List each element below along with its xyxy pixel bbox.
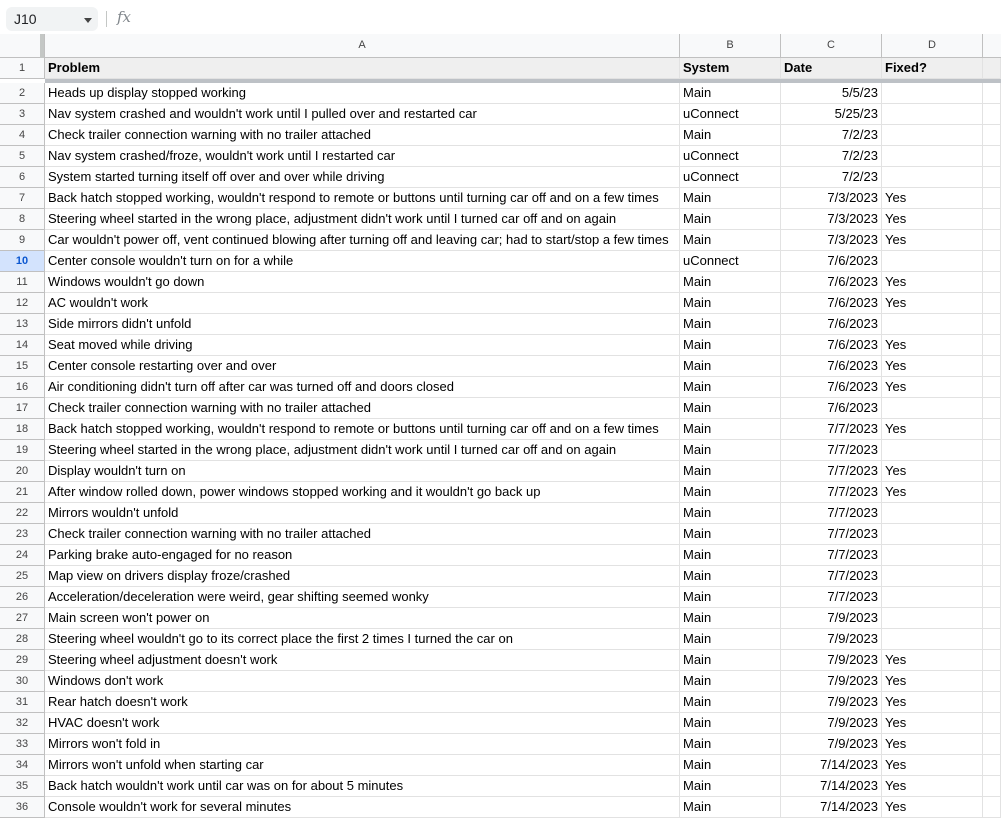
table-row <box>0 797 1001 818</box>
row-header[interactable]: 30 <box>0 671 45 692</box>
table-row <box>0 146 1001 167</box>
cell-system[interactable]: Main <box>680 650 781 671</box>
cell-fixed[interactable]: Yes <box>882 209 983 230</box>
table-row <box>0 125 1001 146</box>
row-header[interactable]: 5 <box>0 146 45 167</box>
cell-date[interactable]: 7/9/2023 <box>781 608 882 629</box>
cell-fixed[interactable]: Yes <box>882 671 983 692</box>
table-row <box>0 419 1001 440</box>
name-box-value: J10 <box>14 11 37 27</box>
empty-cell[interactable] <box>983 440 1001 461</box>
row-header[interactable]: 26 <box>0 587 45 608</box>
cell-problem[interactable]: Mirrors wouldn't unfold <box>45 503 680 524</box>
cell-system[interactable]: uConnect <box>680 104 781 125</box>
empty-cell[interactable] <box>983 377 1001 398</box>
cell-date[interactable]: 7/7/2023 <box>781 524 882 545</box>
row-header[interactable]: 35 <box>0 776 45 797</box>
cell-date[interactable]: 7/2/23 <box>781 146 882 167</box>
table-row <box>0 755 1001 776</box>
empty-cell[interactable] <box>983 566 1001 587</box>
cell-system[interactable]: Main <box>680 440 781 461</box>
cell-date[interactable]: 7/3/2023 <box>781 209 882 230</box>
header-empty-cell[interactable] <box>983 58 1001 79</box>
empty-cell[interactable] <box>983 545 1001 566</box>
header-fixed[interactable]: Fixed? <box>882 58 983 79</box>
row-header[interactable]: 19 <box>0 440 45 461</box>
cell-fixed[interactable]: Yes <box>882 650 983 671</box>
row-header[interactable]: 34 <box>0 755 45 776</box>
cell-system[interactable]: Main <box>680 230 781 251</box>
empty-cell[interactable] <box>983 419 1001 440</box>
empty-cell[interactable] <box>983 188 1001 209</box>
row-header[interactable]: 24 <box>0 545 45 566</box>
empty-cell[interactable] <box>983 83 1001 104</box>
row-header[interactable]: 11 <box>0 272 45 293</box>
cell-problem[interactable]: Parking brake auto-engaged for no reason <box>45 545 680 566</box>
cell-problem[interactable]: Steering wheel started in the wrong place, adjustment didn't work until I turned car off and on again <box>45 209 680 230</box>
table-row <box>0 188 1001 209</box>
cell-system[interactable]: Main <box>680 755 781 776</box>
cell-problem[interactable]: Center console restarting over and over <box>45 356 680 377</box>
row-header[interactable]: 33 <box>0 734 45 755</box>
cell-fixed[interactable] <box>882 440 983 461</box>
cell-system[interactable]: Main <box>680 734 781 755</box>
empty-cell[interactable] <box>983 608 1001 629</box>
empty-cell[interactable] <box>983 104 1001 125</box>
row-header[interactable]: 31 <box>0 692 45 713</box>
cell-fixed[interactable] <box>882 587 983 608</box>
header-date[interactable]: Date <box>781 58 882 79</box>
cell-date[interactable]: 7/14/2023 <box>781 755 882 776</box>
cell-system[interactable]: Main <box>680 482 781 503</box>
empty-cell[interactable] <box>983 272 1001 293</box>
cell-problem[interactable]: Back hatch stopped working, wouldn't respond to remote or buttons until turning car off and on a few times <box>45 419 680 440</box>
cell-system[interactable]: Main <box>680 587 781 608</box>
row-header[interactable]: 3 <box>0 104 45 125</box>
cell-system[interactable]: uConnect <box>680 251 781 272</box>
cell-problem[interactable]: Check trailer connection warning with no trailer attached <box>45 398 680 419</box>
cell-fixed[interactable] <box>882 83 983 104</box>
empty-cell[interactable] <box>983 629 1001 650</box>
cell-system[interactable]: Main <box>680 398 781 419</box>
row-header[interactable]: 4 <box>0 125 45 146</box>
cell-fixed[interactable] <box>882 314 983 335</box>
cell-problem[interactable]: AC wouldn't work <box>45 293 680 314</box>
cell-problem[interactable]: Nav system crashed/froze, wouldn't work until I restarted car <box>45 146 680 167</box>
cell-fixed[interactable]: Yes <box>882 272 983 293</box>
empty-cell[interactable] <box>983 293 1001 314</box>
cell-system[interactable]: Main <box>680 776 781 797</box>
row-header[interactable]: 1 <box>0 58 45 79</box>
cell-system[interactable]: Main <box>680 293 781 314</box>
column-header-c[interactable]: C <box>781 34 882 58</box>
empty-cell[interactable] <box>983 587 1001 608</box>
cell-system[interactable]: Main <box>680 461 781 482</box>
cell-problem[interactable]: Nav system crashed and wouldn't work until I pulled over and restarted car <box>45 104 680 125</box>
table-row <box>0 608 1001 629</box>
cell-fixed[interactable] <box>882 146 983 167</box>
cell-fixed[interactable] <box>882 398 983 419</box>
cell-date[interactable]: 7/6/2023 <box>781 314 882 335</box>
empty-cell[interactable] <box>983 776 1001 797</box>
table-row <box>0 713 1001 734</box>
table-row <box>0 209 1001 230</box>
table-row <box>0 335 1001 356</box>
cell-fixed[interactable]: Yes <box>882 461 983 482</box>
table-row <box>0 503 1001 524</box>
table-row <box>0 629 1001 650</box>
table-row <box>0 587 1001 608</box>
cell-fixed[interactable]: Yes <box>882 188 983 209</box>
empty-cell[interactable] <box>983 524 1001 545</box>
table-row <box>0 692 1001 713</box>
cell-fixed[interactable]: Yes <box>882 713 983 734</box>
column-header-b[interactable]: B <box>680 34 781 58</box>
row-header[interactable]: 32 <box>0 713 45 734</box>
row-header[interactable]: 8 <box>0 209 45 230</box>
cell-date[interactable]: 7/6/2023 <box>781 335 882 356</box>
cell-fixed[interactable] <box>882 629 983 650</box>
cell-system[interactable]: Main <box>680 419 781 440</box>
cell-fixed[interactable]: Yes <box>882 482 983 503</box>
cell-date[interactable]: 5/25/23 <box>781 104 882 125</box>
cell-problem[interactable]: Windows don't work <box>45 671 680 692</box>
cell-date[interactable]: 7/6/2023 <box>781 398 882 419</box>
row-header[interactable]: 14 <box>0 335 45 356</box>
table-row <box>0 356 1001 377</box>
cell-fixed[interactable] <box>882 125 983 146</box>
cell-problem[interactable]: Mirrors won't unfold when starting car <box>45 755 680 776</box>
row-header[interactable]: 29 <box>0 650 45 671</box>
cell-date[interactable]: 7/14/2023 <box>781 776 882 797</box>
header-row <box>0 58 1001 79</box>
cell-date[interactable]: 7/7/2023 <box>781 419 882 440</box>
cell-fixed[interactable]: Yes <box>882 335 983 356</box>
cell-date[interactable]: 7/9/2023 <box>781 650 882 671</box>
cell-date[interactable]: 7/6/2023 <box>781 251 882 272</box>
column-header-d[interactable]: D <box>882 34 983 58</box>
empty-cell[interactable] <box>983 692 1001 713</box>
cell-date[interactable]: 5/5/23 <box>781 83 882 104</box>
cell-date[interactable]: 7/7/2023 <box>781 587 882 608</box>
cell-fixed[interactable] <box>882 524 983 545</box>
cell-system[interactable]: Main <box>680 524 781 545</box>
cell-date[interactable]: 7/2/23 <box>781 167 882 188</box>
empty-cell[interactable] <box>983 461 1001 482</box>
cell-problem[interactable]: Air conditioning didn't turn off after car was turned off and doors closed <box>45 377 680 398</box>
cell-problem[interactable]: Back hatch stopped working, wouldn't respond to remote or buttons until turning car off and on a few times <box>45 188 680 209</box>
empty-cell[interactable] <box>983 734 1001 755</box>
cell-fixed[interactable] <box>882 608 983 629</box>
cell-problem[interactable]: Map view on drivers display froze/crashed <box>45 566 680 587</box>
cell-system[interactable]: Main <box>680 272 781 293</box>
cell-problem[interactable]: Steering wheel wouldn't go to its correct place the first 2 times I turned the car on <box>45 629 680 650</box>
cell-date[interactable]: 7/6/2023 <box>781 356 882 377</box>
cell-problem[interactable]: Display wouldn't turn on <box>45 461 680 482</box>
empty-cell[interactable] <box>983 209 1001 230</box>
row-header[interactable]: 16 <box>0 377 45 398</box>
row-header[interactable]: 10 <box>0 251 45 272</box>
name-box[interactable] <box>6 7 98 31</box>
select-all-corner[interactable] <box>0 34 45 58</box>
freeze-handle[interactable] <box>40 34 44 58</box>
cell-problem[interactable]: Check trailer connection warning with no trailer attached <box>45 524 680 545</box>
cell-fixed[interactable]: Yes <box>882 293 983 314</box>
cell-system[interactable]: uConnect <box>680 146 781 167</box>
cell-date[interactable]: 7/3/2023 <box>781 230 882 251</box>
cell-system[interactable]: Main <box>680 503 781 524</box>
cell-date[interactable]: 7/7/2023 <box>781 566 882 587</box>
cell-fixed[interactable]: Yes <box>882 377 983 398</box>
cell-fixed[interactable]: Yes <box>882 419 983 440</box>
cell-problem[interactable]: Car wouldn't power off, vent continued blowing after turning off and leaving car; had to start/stop a few times <box>45 230 680 251</box>
row-header[interactable]: 12 <box>0 293 45 314</box>
row-header[interactable]: 36 <box>0 797 45 818</box>
cell-date[interactable]: 7/2/23 <box>781 125 882 146</box>
cell-system[interactable]: Main <box>680 671 781 692</box>
row-header[interactable]: 25 <box>0 566 45 587</box>
cell-problem[interactable]: System started turning itself off over and over while driving <box>45 167 680 188</box>
table-row <box>0 461 1001 482</box>
empty-cell[interactable] <box>983 398 1001 419</box>
cell-problem[interactable]: After window rolled down, power windows stopped working and it wouldn't go back up <box>45 482 680 503</box>
table-row <box>0 440 1001 461</box>
formula-bar-divider <box>106 11 107 27</box>
cell-date[interactable]: 7/6/2023 <box>781 272 882 293</box>
cell-problem[interactable]: Check trailer connection warning with no trailer attached <box>45 125 680 146</box>
cell-problem[interactable]: Back hatch wouldn't work until car was on for about 5 minutes <box>45 776 680 797</box>
name-box-dropdown-icon[interactable] <box>84 18 92 23</box>
cell-problem[interactable]: HVAC doesn't work <box>45 713 680 734</box>
empty-cell[interactable] <box>983 482 1001 503</box>
table-row <box>0 251 1001 272</box>
cell-date[interactable]: 7/9/2023 <box>781 713 882 734</box>
cell-problem[interactable]: Acceleration/deceleration were weird, gear shifting seemed wonky <box>45 587 680 608</box>
cell-system[interactable]: Main <box>680 566 781 587</box>
table-row <box>0 650 1001 671</box>
cell-system[interactable]: Main <box>680 209 781 230</box>
row-header[interactable]: 7 <box>0 188 45 209</box>
cell-fixed[interactable]: Yes <box>882 734 983 755</box>
cell-system[interactable]: Main <box>680 692 781 713</box>
cell-system[interactable]: Main <box>680 377 781 398</box>
table-row <box>0 104 1001 125</box>
empty-cell[interactable] <box>983 125 1001 146</box>
cell-system[interactable]: Main <box>680 356 781 377</box>
cell-system[interactable]: Main <box>680 335 781 356</box>
cell-fixed[interactable] <box>882 566 983 587</box>
empty-cell[interactable] <box>983 335 1001 356</box>
cell-fixed[interactable] <box>882 167 983 188</box>
cell-date[interactable]: 7/7/2023 <box>781 503 882 524</box>
cell-fixed[interactable]: Yes <box>882 755 983 776</box>
cell-date[interactable]: 7/9/2023 <box>781 692 882 713</box>
row-header[interactable]: 28 <box>0 629 45 650</box>
empty-cell[interactable] <box>983 671 1001 692</box>
row-header[interactable]: 21 <box>0 482 45 503</box>
cell-date[interactable]: 7/14/2023 <box>781 797 882 818</box>
cell-fixed[interactable]: Yes <box>882 776 983 797</box>
cell-system[interactable]: Main <box>680 83 781 104</box>
cell-fixed[interactable]: Yes <box>882 356 983 377</box>
cell-problem[interactable]: Heads up display stopped working <box>45 83 680 104</box>
empty-cell[interactable] <box>983 503 1001 524</box>
cell-fixed[interactable] <box>882 251 983 272</box>
cell-problem[interactable]: Main screen won't power on <box>45 608 680 629</box>
row-header[interactable]: 27 <box>0 608 45 629</box>
empty-cell[interactable] <box>983 650 1001 671</box>
table-row <box>0 566 1001 587</box>
row-header[interactable]: 22 <box>0 503 45 524</box>
empty-cell[interactable] <box>983 146 1001 167</box>
empty-cell[interactable] <box>983 356 1001 377</box>
cell-system[interactable]: uConnect <box>680 167 781 188</box>
cell-date[interactable]: 7/7/2023 <box>781 440 882 461</box>
cell-fixed[interactable] <box>882 503 983 524</box>
cell-problem[interactable]: Steering wheel started in the wrong place, adjustment didn't work until I turned car off and on again <box>45 440 680 461</box>
cell-fixed[interactable]: Yes <box>882 797 983 818</box>
cell-system[interactable]: Main <box>680 545 781 566</box>
cell-date[interactable]: 7/9/2023 <box>781 629 882 650</box>
cell-fixed[interactable] <box>882 545 983 566</box>
cell-system[interactable]: Main <box>680 629 781 650</box>
cell-fixed[interactable]: Yes <box>882 692 983 713</box>
cell-problem[interactable]: Rear hatch doesn't work <box>45 692 680 713</box>
cell-date[interactable]: 7/7/2023 <box>781 482 882 503</box>
table-row <box>0 671 1001 692</box>
table-row <box>0 377 1001 398</box>
row-header[interactable]: 15 <box>0 356 45 377</box>
cell-date[interactable]: 7/9/2023 <box>781 671 882 692</box>
cell-date[interactable]: 7/9/2023 <box>781 734 882 755</box>
cell-system[interactable]: Main <box>680 125 781 146</box>
row-header[interactable]: 18 <box>0 419 45 440</box>
empty-cell[interactable] <box>983 230 1001 251</box>
cell-system[interactable]: Main <box>680 188 781 209</box>
empty-cell[interactable] <box>983 797 1001 818</box>
row-header[interactable]: 17 <box>0 398 45 419</box>
cell-problem[interactable]: Seat moved while driving <box>45 335 680 356</box>
row-header[interactable]: 2 <box>0 83 45 104</box>
row-header[interactable]: 20 <box>0 461 45 482</box>
row-header[interactable]: 13 <box>0 314 45 335</box>
column-header-a[interactable]: A <box>45 34 680 58</box>
table-row <box>0 482 1001 503</box>
cell-problem[interactable]: Mirrors won't fold in <box>45 734 680 755</box>
empty-cell[interactable] <box>983 251 1001 272</box>
cell-problem[interactable]: Side mirrors didn't unfold <box>45 314 680 335</box>
cell-date[interactable]: 7/7/2023 <box>781 461 882 482</box>
table-row <box>0 167 1001 188</box>
row-header[interactable]: 6 <box>0 167 45 188</box>
table-row <box>0 776 1001 797</box>
cell-system[interactable]: Main <box>680 713 781 734</box>
table-row <box>0 545 1001 566</box>
header-problem[interactable]: Problem <box>45 58 680 79</box>
cell-system[interactable]: Main <box>680 608 781 629</box>
formula-bar <box>0 0 1001 34</box>
table-row <box>0 83 1001 104</box>
row-header[interactable]: 9 <box>0 230 45 251</box>
table-row <box>0 314 1001 335</box>
cell-fixed[interactable] <box>882 104 983 125</box>
formula-fx-icon: fx <box>117 8 132 26</box>
cell-system[interactable]: Main <box>680 314 781 335</box>
empty-cell[interactable] <box>983 713 1001 734</box>
cell-system[interactable]: Main <box>680 797 781 818</box>
row-header[interactable]: 23 <box>0 524 45 545</box>
column-header-e[interactable] <box>983 34 1001 58</box>
table-row <box>0 524 1001 545</box>
empty-cell[interactable] <box>983 755 1001 776</box>
cell-date[interactable]: 7/7/2023 <box>781 545 882 566</box>
table-row <box>0 230 1001 251</box>
cell-date[interactable]: 7/6/2023 <box>781 293 882 314</box>
cell-date[interactable]: 7/6/2023 <box>781 377 882 398</box>
cell-date[interactable]: 7/3/2023 <box>781 188 882 209</box>
cell-problem[interactable]: Windows wouldn't go down <box>45 272 680 293</box>
empty-cell[interactable] <box>983 167 1001 188</box>
cell-problem[interactable]: Steering wheel adjustment doesn't work <box>45 650 680 671</box>
cell-problem[interactable]: Center console wouldn't turn on for a while <box>45 251 680 272</box>
table-row <box>0 293 1001 314</box>
header-system[interactable]: System <box>680 58 781 79</box>
cell-fixed[interactable]: Yes <box>882 230 983 251</box>
table-row <box>0 398 1001 419</box>
empty-cell[interactable] <box>983 314 1001 335</box>
cell-problem[interactable]: Console wouldn't work for several minutes <box>45 797 680 818</box>
table-row <box>0 734 1001 755</box>
table-row <box>0 272 1001 293</box>
